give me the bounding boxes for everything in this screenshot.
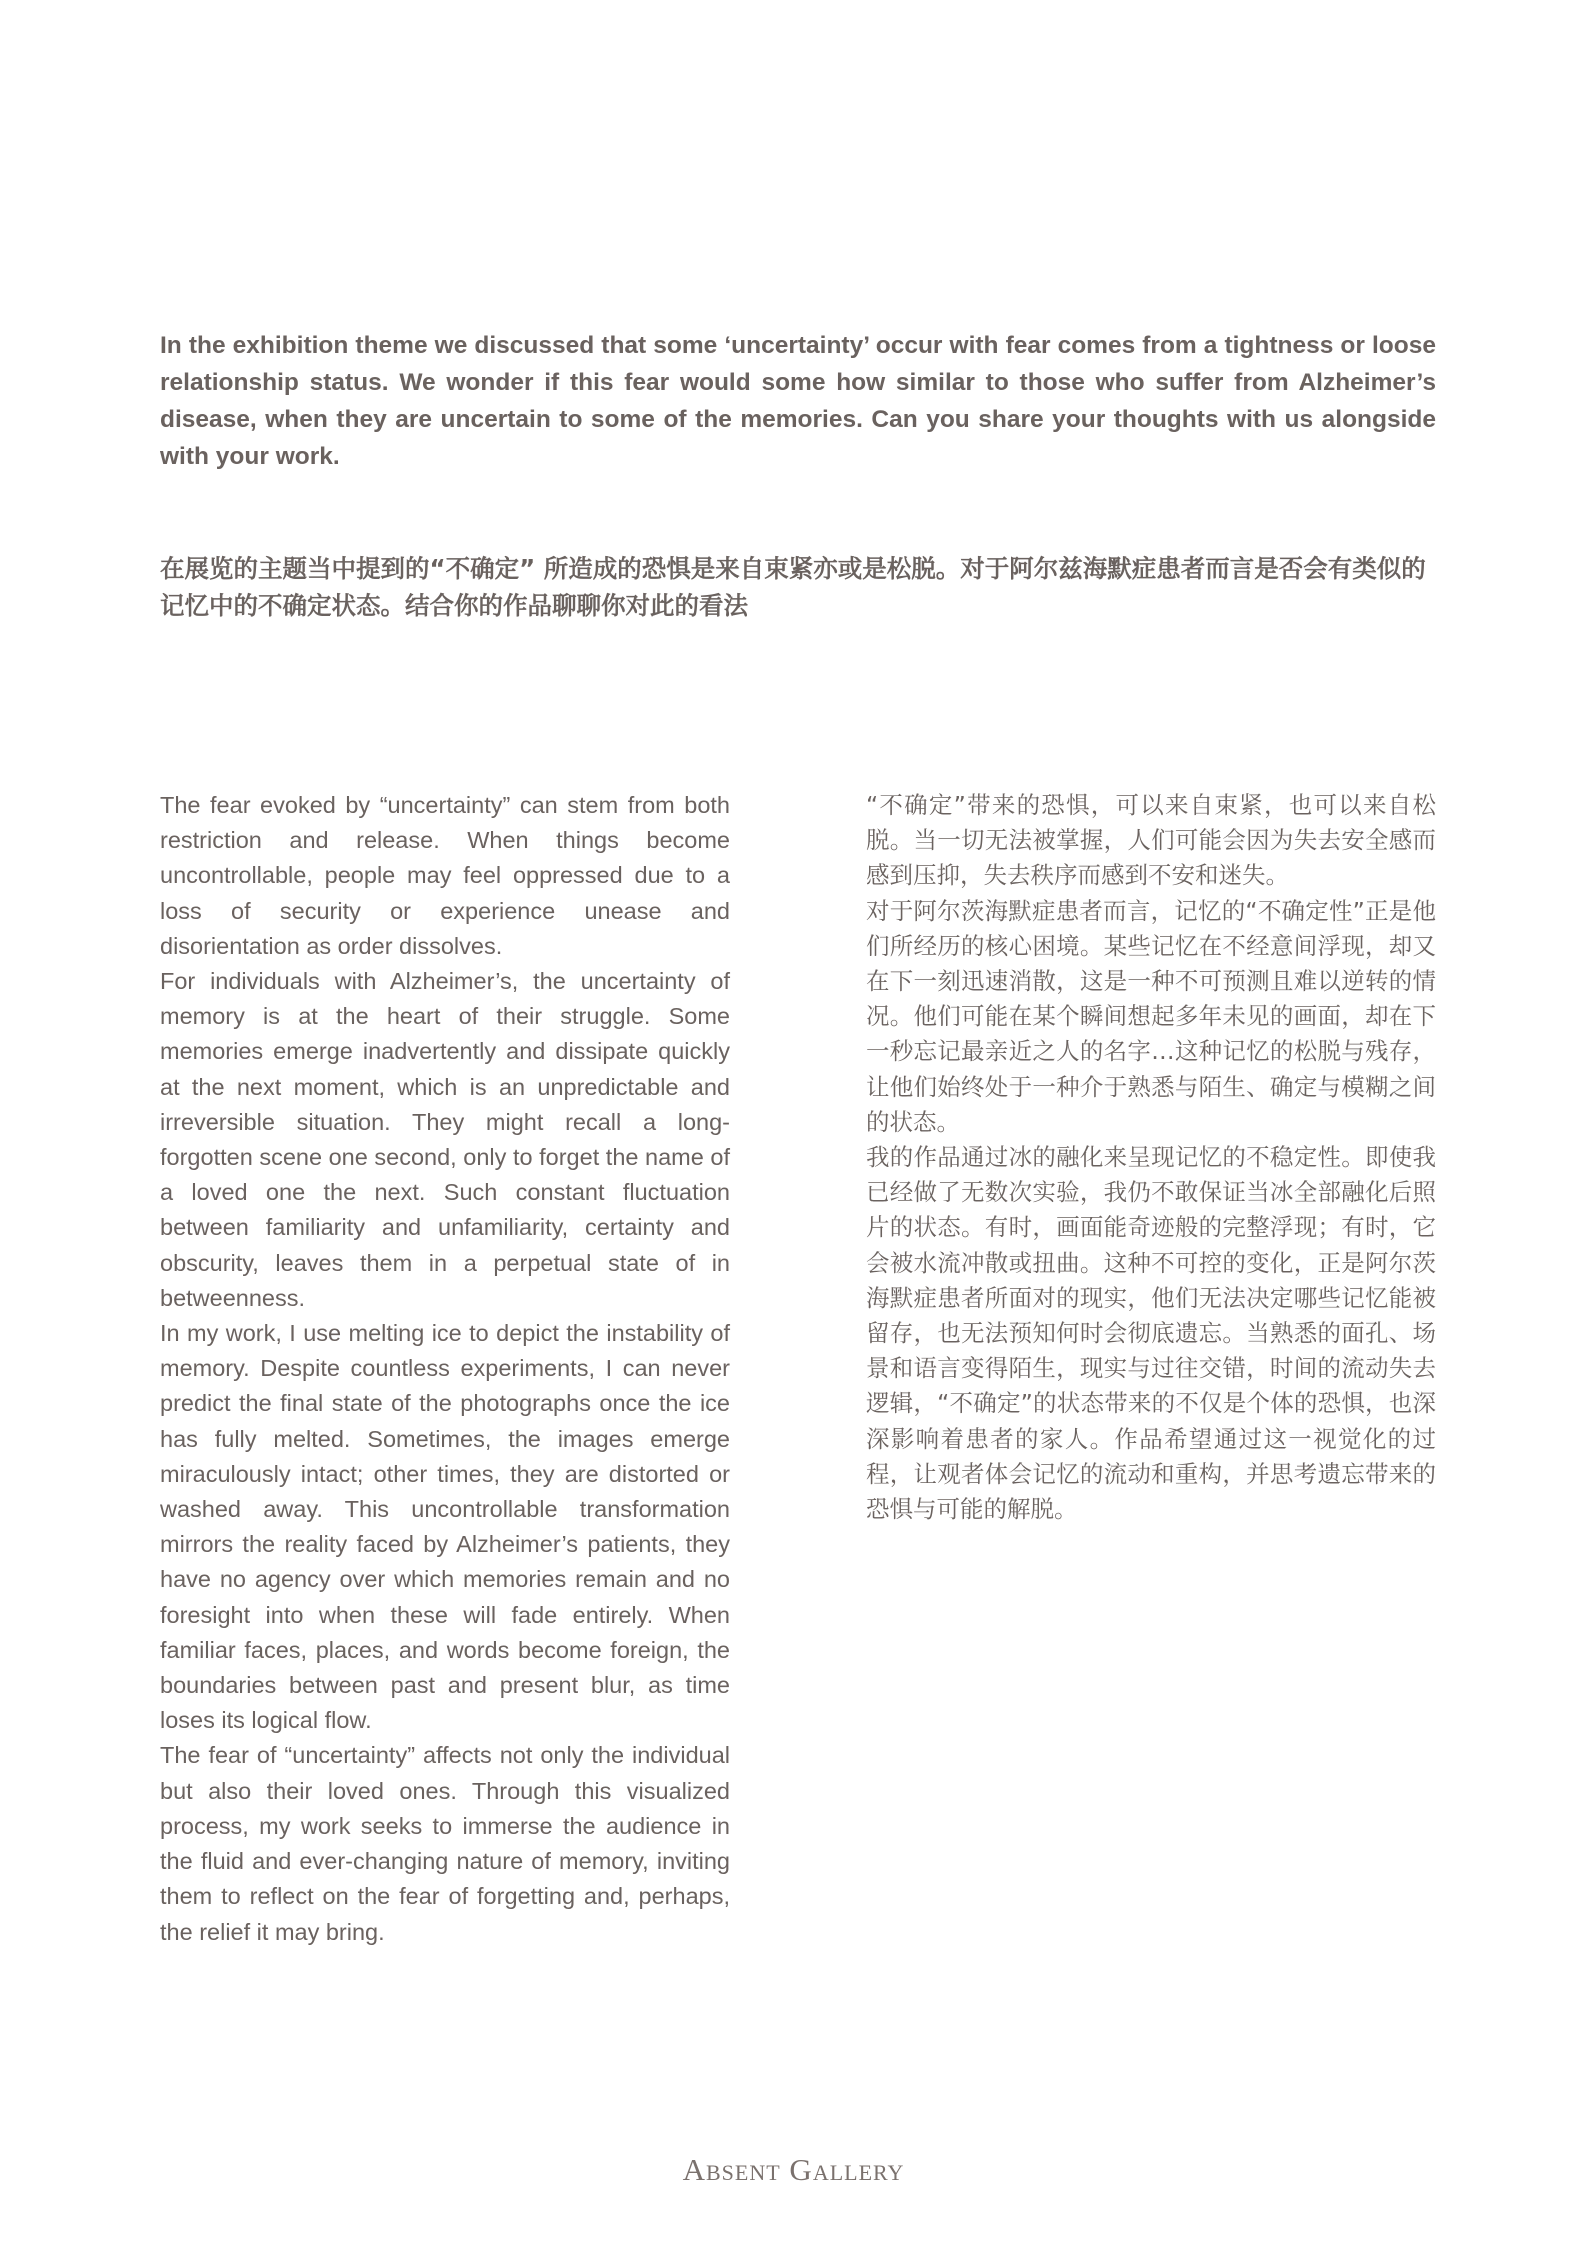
footer-gallery-brand: Absent Gallery: [682, 2152, 905, 2187]
answer-english-paragraph-1: The fear evoked by “uncertainty” can stem from both restriction and release. When things become uncontrollable, people may feel oppressed due to a loss of security or experience unease and disorientation as order dissolves.: [160, 792, 730, 959]
answer-chinese-paragraph-2: 对于阿尔茨海默症患者而言，记忆的“不确定性”正是他们所经历的核心困境。某些记忆在不经意间浮现，却又在下一刻迅速消散，这是一种不可预测且难以逆转的情况。他们可能在某个瞬间想起多年未见的画面，却在下一秒忘记最亲近之人的名字…这种记忆的松脱与残存，让他们始终处于一种介于熟悉与陌生、确定与模糊之间的状态。: [866, 896, 1436, 1136]
answer-chinese-paragraph-1: “不确定”带来的恐惧，可以来自束紧，也可以来自松脱。当一切无法被掌握，人们可能会因为失去安全感而感到压抑，失去秩序而感到不安和迷失。: [866, 791, 1436, 890]
question-english: In the exhibition theme we discussed that some ‘uncertainty’ occur with fear comes from a tightness or loose relationship status. We wonder if this fear would some how similar to those who suffer from Alzheimer’s disease, when they are uncertain to some of the memories. Can you share your thoughts with us alongside with your work.: [160, 332, 1436, 470]
answer-english-column: [160, 788, 730, 1950]
answer-chinese-column: [866, 788, 1436, 1527]
answer-english-paragraph-3: In my work, I use melting ice to depict the instability of memory. Despite countless experiments, I can never predict the final state of the photographs once the ice has fully melted. Sometimes, the images emerge miraculously intact; other times, they are distorted or washed away. This uncontrollable transformation mirrors the reality faced by Alzheimer’s patients, they have no agency over which memories remain and no foresight into when these will fade entirely. When familiar faces, places, and words become foreign, the boundaries between past and present blur, as time loses its logical flow.: [160, 1320, 730, 1734]
answer-english-paragraph-4: The fear of “uncertainty” affects not only the individual but also their loved ones. Through this visualized process, my work seeks to immerse the audience in the fluid and ever-changing nature of memory, inviting them to reflect on the fear of forgetting and, perhaps, the relief it may bring.: [160, 1742, 730, 1945]
answer-chinese-paragraph-3: 我的作品通过冰的融化来呈现记忆的不稳定性。即使我已经做了无数次实验，我仍不敢保证当冰全部融化后照片的状态。有时，画面能奇迹般的完整浮现；有时，它会被水流冲散或扭曲。这种不可控的变化，正是阿尔茨海默症患者所面对的现实，他们无法决定哪些记忆能被留存，也无法预知何时会彻底遗忘。当熟悉的面孔、场景和语言变得陌生，现实与过往交错，时间的流动失去逻辑，“不确定”的状态带来的不仅是个体的恐惧，也深深影响着患者的家人。作品希望通过这一视觉化的过程，让观者体会记忆的流动和重构，并思考遗忘带来的恐惧与可能的解脱。: [866, 1143, 1436, 1524]
question-chinese: 在展览的主题当中提到的“不确定” 所造成的恐惧是来自束紧亦或是松脱。对于阿尔兹海默症患者而言是否会有类似的记忆中的不确定状态。结合你的作品聊聊你对此的看法: [160, 554, 1426, 620]
answer-english-paragraph-2: For individuals with Alzheimer’s, the uncertainty of memory is at the heart of their struggle. Some memories emerge inadvertently and dissipate quickly at the next moment, which is an unpredictable and irreversible situation. They might recall a long-forgotten scene one second, only to forget the name of a loved one the next. Such constant fluctuation between familiarity and unfamiliarity, certainty and obscurity, leaves them in a perpetual state of in betweenness.: [160, 968, 730, 1311]
